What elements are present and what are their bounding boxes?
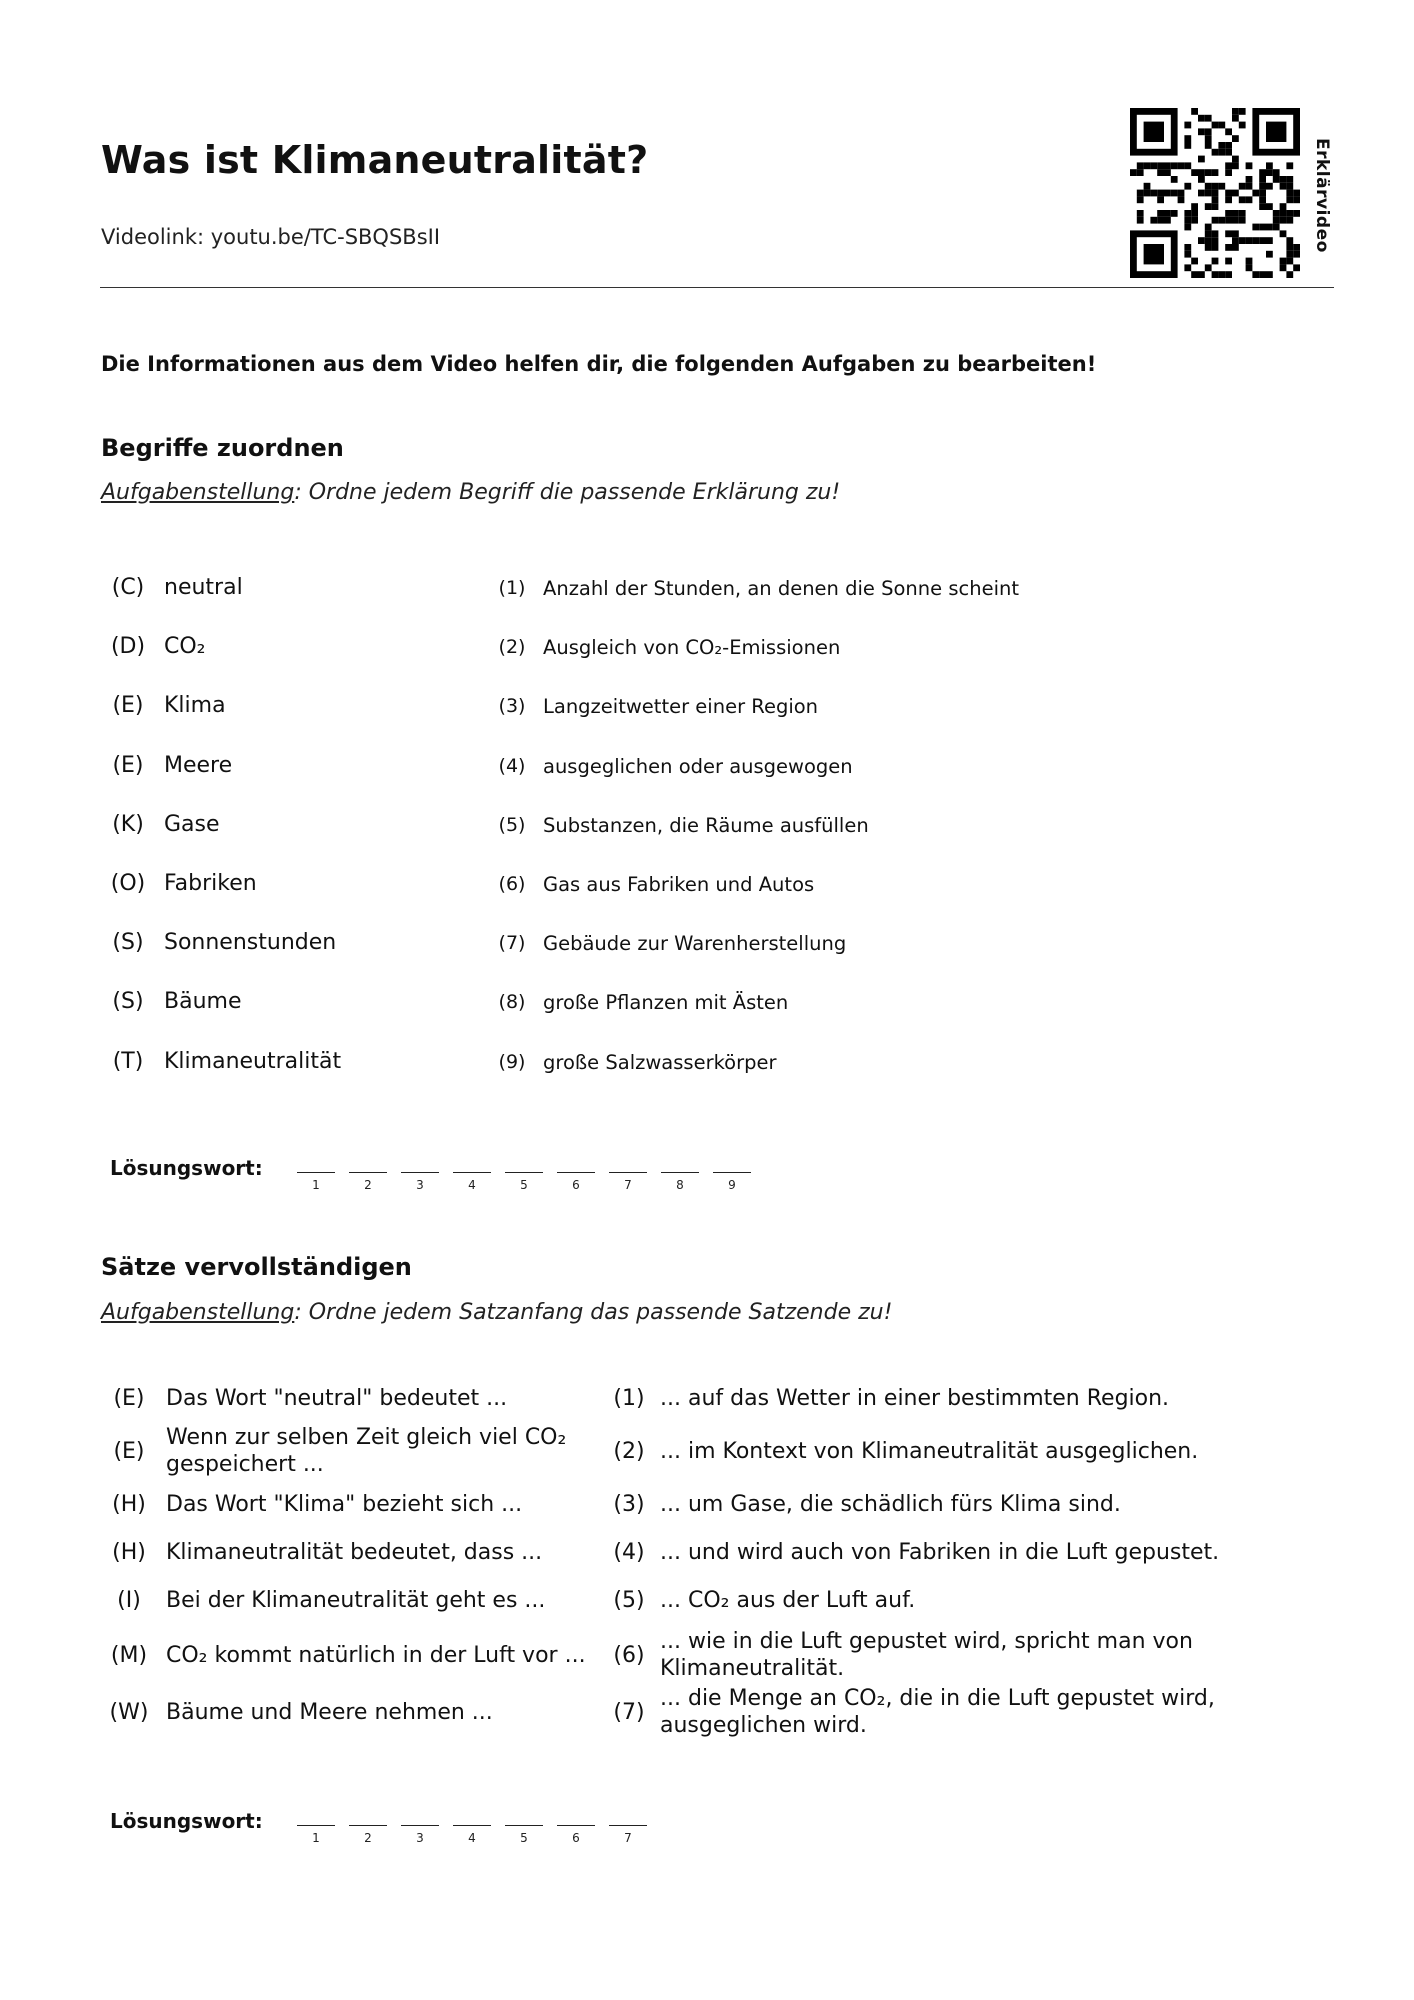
task1-solution-label: Lösungswort:: [110, 1156, 263, 1180]
sentence-end-text: ... CO₂ aus der Luft auf.: [660, 1587, 916, 1613]
solution-blank[interactable]: [401, 1825, 439, 1826]
definition-number: (5): [498, 814, 526, 836]
definition-text: große Pflanzen mit Ästen: [543, 991, 789, 1014]
page-title: Was ist Klimaneutralität?: [101, 138, 649, 182]
sentence-end-text: ... und wird auch von Fabriken in die Luft gepustet.: [660, 1539, 1220, 1565]
sentence-start-letter: (W): [109, 1699, 149, 1725]
term-letter: (C): [111, 575, 145, 600]
solution-blank[interactable]: [349, 1172, 387, 1173]
solution-blank-number: 3: [416, 1831, 424, 1845]
solution-blank-number: 1: [312, 1831, 320, 1845]
definition-number: (7): [498, 932, 526, 954]
definition-number: (3): [498, 695, 526, 717]
intro-text: Die Informationen aus dem Video helfen dir, die folgenden Aufgaben zu bearbeiten!: [101, 352, 1097, 376]
video-link[interactable]: Videolink: youtu.be/TC-SBQSBsII: [101, 225, 441, 249]
term-letter: (T): [112, 1049, 144, 1074]
sentence-end-number: (2): [613, 1438, 645, 1464]
sentence-end-number: (6): [613, 1642, 645, 1668]
task1-title: Begriffe zuordnen: [101, 434, 344, 462]
solution-blank-number: 8: [676, 1178, 684, 1192]
solution-blank[interactable]: [453, 1825, 491, 1826]
definition-text: große Salzwasserkörper: [543, 1051, 777, 1074]
term-letter: (D): [110, 634, 146, 659]
solution-blank[interactable]: [297, 1172, 335, 1173]
term-label: Bäume: [164, 989, 242, 1014]
term-label: CO₂: [164, 634, 206, 659]
term-label: Fabriken: [164, 871, 257, 896]
definition-text: Substanzen, die Räume ausfüllen: [543, 814, 869, 837]
term-letter: (O): [110, 871, 146, 896]
solution-blank[interactable]: [609, 1172, 647, 1173]
sentence-end-text: ... auf das Wetter in einer bestimmten Region.: [660, 1385, 1170, 1411]
sentence-end-text: ... die Menge an CO₂, die in die Luft gepustet wird, ausgeglichen wird.: [660, 1686, 1215, 1738]
task2-instruction-text: : Ordne jedem Satzanfang das passende Satzende zu!: [294, 1300, 893, 1325]
solution-blank-number: 2: [364, 1831, 372, 1845]
term-letter: (E): [112, 753, 144, 778]
sentence-end-text: ... um Gase, die schädlich fürs Klima sind.: [660, 1491, 1121, 1517]
sentence-start-text: Das Wort "Klima" bezieht sich ...: [166, 1491, 523, 1517]
solution-blank-number: 4: [468, 1178, 476, 1192]
solution-blank[interactable]: [713, 1172, 751, 1173]
definition-text: Anzahl der Stunden, an denen die Sonne scheint: [543, 577, 1019, 600]
definition-text: Gebäude zur Warenherstellung: [543, 932, 847, 955]
sentence-start-text: CO₂ kommt natürlich in der Luft vor ...: [166, 1642, 586, 1668]
solution-blank[interactable]: [609, 1825, 647, 1826]
solution-blank[interactable]: [557, 1825, 595, 1826]
term-label: Gase: [164, 812, 220, 837]
task1-instruction-label: Aufgabenstellung: [101, 480, 295, 505]
task2-instruction-label: Aufgabenstellung: [101, 1300, 295, 1325]
sentence-start-text: Wenn zur selben Zeit gleich viel CO₂ gespeichert ...: [166, 1425, 567, 1477]
sentence-end-number: (1): [613, 1385, 645, 1411]
term-label: Meere: [164, 753, 233, 778]
solution-blank[interactable]: [661, 1172, 699, 1173]
solution-blank[interactable]: [505, 1172, 543, 1173]
solution-blank[interactable]: [557, 1172, 595, 1173]
sentence-start-letter: (H): [112, 1491, 146, 1517]
solution-blank[interactable]: [401, 1172, 439, 1173]
solution-blank-number: 7: [624, 1831, 632, 1845]
definition-number: (1): [498, 577, 526, 599]
solution-blank[interactable]: [349, 1825, 387, 1826]
sentence-end-number: (3): [613, 1491, 645, 1517]
sentence-start-letter: (I): [117, 1587, 141, 1613]
sentence-end-number: (7): [613, 1699, 645, 1725]
term-letter: (K): [112, 812, 144, 837]
solution-blank-number: 6: [572, 1178, 580, 1192]
solution-blank-number: 1: [312, 1178, 320, 1192]
sentence-end-number: (5): [613, 1587, 645, 1613]
definition-number: (8): [498, 991, 526, 1013]
sentence-start-letter: (M): [110, 1642, 148, 1668]
definition-text: Ausgleich von CO₂-Emissionen: [543, 636, 841, 659]
definition-text: ausgeglichen oder ausgewogen: [543, 755, 853, 778]
solution-blank-number: 5: [520, 1831, 528, 1845]
sentence-start-letter: (H): [112, 1539, 146, 1565]
header-divider: [100, 287, 1334, 288]
term-label: Klima: [164, 693, 226, 718]
definition-text: Gas aus Fabriken und Autos: [543, 873, 815, 896]
task1-instruction: [101, 480, 840, 505]
definition-number: (4): [498, 755, 526, 777]
definition-number: (6): [498, 873, 526, 895]
sentence-start-letter: (E): [113, 1438, 145, 1464]
task2-instruction: [101, 1300, 892, 1325]
definition-number: (9): [498, 1051, 526, 1073]
solution-blank-number: 7: [624, 1178, 632, 1192]
term-letter: (E): [112, 693, 144, 718]
term-label: neutral: [164, 575, 243, 600]
task2-solution-label: Lösungswort:: [110, 1809, 263, 1833]
solution-blank-number: 4: [468, 1831, 476, 1845]
sentence-start-text: Das Wort "neutral" bedeutet ...: [166, 1385, 508, 1411]
sentence-end-text: ... wie in die Luft gepustet wird, spricht man von Klimaneutralität.: [660, 1629, 1193, 1681]
sentence-end-text: ... im Kontext von Klimaneutralität ausgeglichen.: [660, 1438, 1199, 1464]
term-label: Sonnenstunden: [164, 930, 337, 955]
sentence-start-text: Bei der Klimaneutralität geht es ...: [166, 1587, 546, 1613]
task1-instruction-text: : Ordne jedem Begriff die passende Erklärung zu!: [294, 480, 841, 505]
sentence-start-letter: (E): [113, 1385, 145, 1411]
term-label: Klimaneutralität: [164, 1049, 342, 1074]
solution-blank[interactable]: [297, 1825, 335, 1826]
term-letter: (S): [112, 930, 144, 955]
solution-blank[interactable]: [453, 1172, 491, 1173]
solution-blank-number: 9: [728, 1178, 736, 1192]
solution-blank-number: 6: [572, 1831, 580, 1845]
sentence-start-text: Klimaneutralität bedeutet, dass ...: [166, 1539, 543, 1565]
solution-blank[interactable]: [505, 1825, 543, 1826]
term-letter: (S): [112, 989, 144, 1014]
definition-number: (2): [498, 636, 526, 658]
qr-label: Erklärvideo: [1312, 137, 1332, 253]
sentence-start-text: Bäume und Meere nehmen ...: [166, 1699, 493, 1725]
solution-blank-number: 5: [520, 1178, 528, 1192]
task2-title: Sätze vervollständigen: [101, 1253, 412, 1281]
solution-blank-number: 2: [364, 1178, 372, 1192]
sentence-end-number: (4): [613, 1539, 645, 1565]
qr-code: [1130, 108, 1300, 278]
solution-blank-number: 3: [416, 1178, 424, 1192]
definition-text: Langzeitwetter einer Region: [543, 695, 819, 718]
